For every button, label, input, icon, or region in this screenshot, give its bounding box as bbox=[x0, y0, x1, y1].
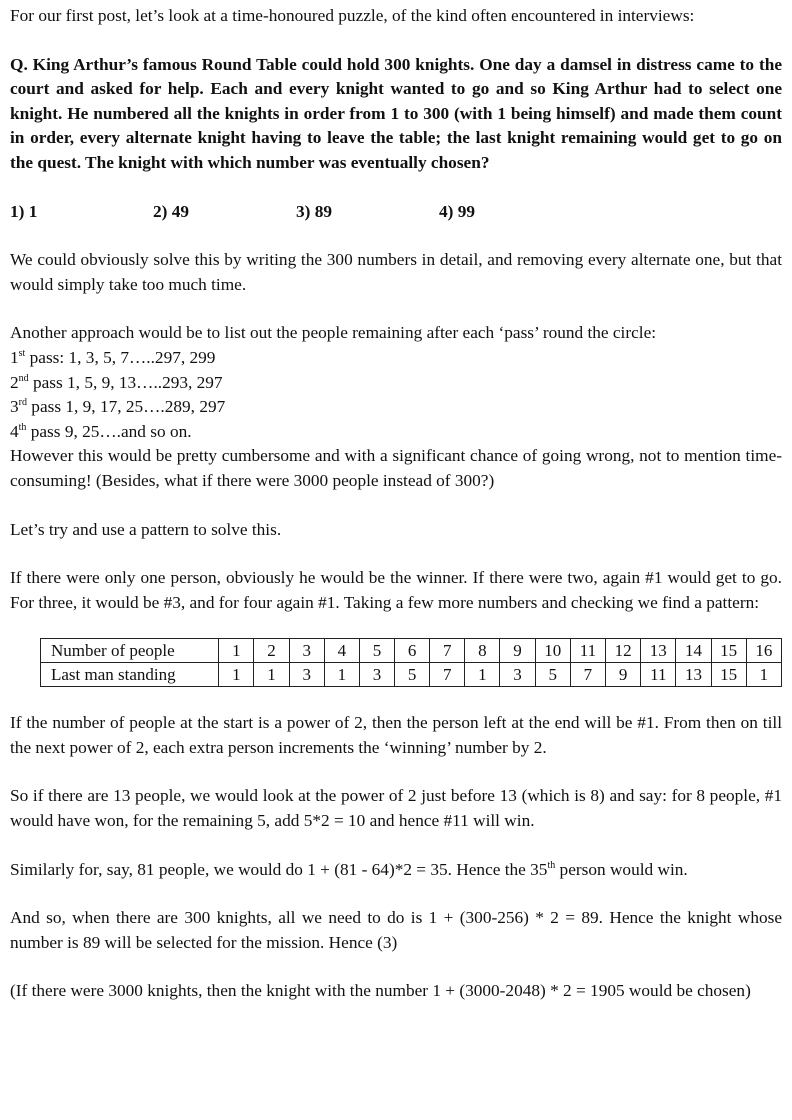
table-cell: 9 bbox=[500, 639, 535, 663]
table-cell: 1 bbox=[746, 663, 781, 687]
thirteen-people-paragraph: So if there are 13 people, we would look at the power of 2 just before 13 (which is 8) and say: for 8 people, #1 would have won, for the remaining 5, add 5*2 = 10 and hence #11 will win. bbox=[10, 786, 782, 831]
obvious-paragraph: We could obviously solve this by writing the 300 numbers in detail, and removing every alternate one, but that would simply take too much time. bbox=[10, 250, 782, 294]
table-cell: 5 bbox=[359, 639, 394, 663]
however-paragraph: However this would be pretty cumbersome and with a significant chance of going wrong, not to mention time-consuming! (Besides, what if there were 3000 people instead of 300?) bbox=[10, 446, 782, 490]
row-label: Number of people bbox=[41, 639, 219, 663]
option-4: 4) 99 bbox=[439, 201, 475, 221]
table-cell: 11 bbox=[641, 663, 676, 687]
option-1: 1) 1 bbox=[10, 201, 38, 221]
table-cell: 3 bbox=[289, 639, 324, 663]
table-cell: 3 bbox=[500, 663, 535, 687]
table-cell: 1 bbox=[465, 663, 500, 687]
pattern-table bbox=[40, 638, 782, 687]
table-cell: 7 bbox=[570, 663, 605, 687]
answer-options bbox=[10, 200, 782, 225]
table-cell: 3 bbox=[289, 663, 324, 687]
table-cell: 12 bbox=[605, 639, 640, 663]
table-cell: 9 bbox=[605, 663, 640, 687]
table-cell: 6 bbox=[395, 639, 430, 663]
table-cell: 7 bbox=[430, 639, 465, 663]
table-cell: 2 bbox=[254, 639, 289, 663]
table-cell: 11 bbox=[570, 639, 605, 663]
eighty-one-paragraph: Similarly for, say, 81 people, we would do 1 + (81 - 64)*2 = 35. Hence the 35th person would win. bbox=[10, 859, 688, 879]
another-approach-paragraph: Another approach would be to list out the people remaining after each ‘pass’ round the circle: bbox=[10, 323, 657, 343]
table-cell: 7 bbox=[430, 663, 465, 687]
power-of-two-paragraph: If the number of people at the start is a power of 2, then the person left at the end will be #1. From then on till the next power of 2, each extra person increments the ‘winning’ number by 2. bbox=[10, 713, 782, 757]
table-cell: 4 bbox=[324, 639, 359, 663]
question-paragraph: Q. King Arthur’s famous Round Table could hold 300 knights. One day a damsel in distress came to the court and asked for help. Each and every knight wanted to go and so King Arthur had to select one knight. He numbered all the knights in order from 1 to 300 (with 1 being himself) and made them count in order, every alternate knight having to leave the table; the last knight remaining would get to go on the quest. The knight with which number was eventually chosen? bbox=[10, 54, 782, 172]
table-cell: 14 bbox=[676, 639, 711, 663]
pass-line: 2nd pass 1, 5, 9, 13…..293, 297 bbox=[10, 372, 223, 392]
row-label: Last man standing bbox=[41, 663, 219, 687]
pass-line: 1st pass: 1, 3, 5, 7…..297, 299 bbox=[10, 347, 216, 367]
option-3: 3) 89 bbox=[296, 201, 332, 221]
pass-line: 3rd pass 1, 9, 17, 25….289, 297 bbox=[10, 397, 226, 417]
three-thousand-paragraph: (If there were 3000 knights, then the knight with the number 1 + (3000-2048) * 2 = 1905 would be chosen) bbox=[10, 981, 751, 1001]
option-2: 2) 49 bbox=[153, 201, 189, 221]
pass-list bbox=[10, 346, 782, 444]
table-cell: 16 bbox=[746, 639, 781, 663]
table-cell: 8 bbox=[465, 639, 500, 663]
if-one-paragraph: If there were only one person, obviously he would be the winner. If there were two, again #1 would get to go. For three, it would be #3, and for four again #1. Taking a few more numbers and checking we find a pattern: bbox=[10, 568, 782, 612]
table-row bbox=[41, 663, 782, 687]
table-cell: 13 bbox=[676, 663, 711, 687]
table-cell: 15 bbox=[711, 639, 746, 663]
intro-paragraph: For our first post, let’s look at a time-honoured puzzle, of the kind often encountered in interviews: bbox=[10, 6, 695, 25]
table-row bbox=[41, 639, 782, 663]
three-hundred-paragraph: And so, when there are 300 knights, all we need to do is 1 + (300-256) * 2 = 89. Hence the knight whose number is 89 will be selected for the mission. Hence (3) bbox=[10, 908, 782, 952]
table-cell: 13 bbox=[641, 639, 676, 663]
lets-try-paragraph: Let’s try and use a pattern to solve this. bbox=[10, 519, 282, 539]
table-cell: 1 bbox=[219, 663, 254, 687]
table-cell: 5 bbox=[535, 663, 570, 687]
table-cell: 1 bbox=[219, 639, 254, 663]
pass-line: 4th pass 9, 25….and so on. bbox=[10, 421, 192, 441]
table-cell: 3 bbox=[359, 663, 394, 687]
table-cell: 10 bbox=[535, 639, 570, 663]
table-cell: 1 bbox=[254, 663, 289, 687]
table-cell: 5 bbox=[395, 663, 430, 687]
table-cell: 15 bbox=[711, 663, 746, 687]
table-cell: 1 bbox=[324, 663, 359, 687]
